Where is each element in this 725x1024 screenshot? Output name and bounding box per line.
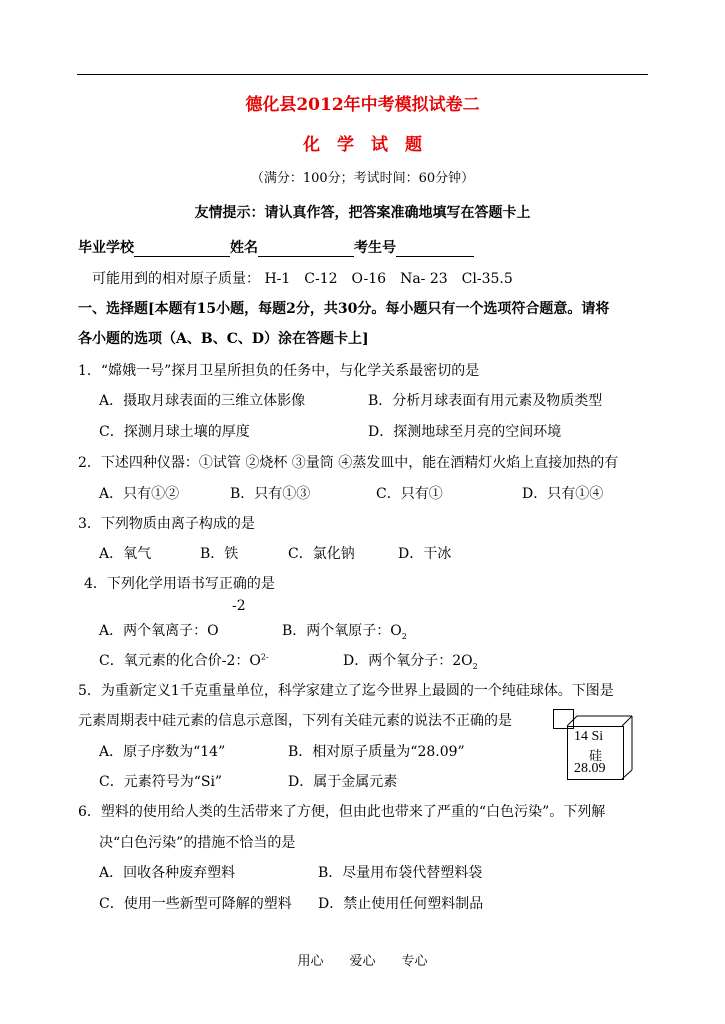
top-rule <box>77 74 648 75</box>
q4-option-b-sub: 2 <box>401 631 407 641</box>
q2-stem: 2．下述四种仪器：①试管 ②烧杯 ③量筒 ④蒸发皿中，能在酒精灯火焰上直接加热的有 <box>78 455 619 471</box>
q4-option-d-sub: 2 <box>472 661 478 671</box>
exam-title: 德化县2012年中考模拟试卷二 <box>245 95 480 115</box>
q5-option-b: B．相对原子质量为“28.09” <box>288 744 465 760</box>
q5-option-c: C．元素符号为“Si” <box>99 774 223 790</box>
q6-option-d: D．禁止使用任何塑料制品 <box>318 896 484 912</box>
q2-option-b: B．只有①③ <box>230 486 311 502</box>
q6-option-a: A．回收各种废弃塑料 <box>99 865 236 881</box>
q4-option-d-text: D．两个氧分子：2O <box>343 653 473 669</box>
exam-info: （满分：100分；考试时间：60分钟） <box>250 171 475 186</box>
q3-option-a: A．氧气 <box>99 546 152 562</box>
student-fields <box>78 237 474 257</box>
si-symbol: Si <box>591 729 604 744</box>
q4-option-d <box>343 650 478 671</box>
q3-option-d: D．干冰 <box>398 546 452 562</box>
si-name: 硅 <box>588 748 602 763</box>
school-label: 毕业学校 <box>78 240 134 256</box>
q1-option-d: D．探测地球至月亮的空间环境 <box>368 424 562 440</box>
q5-stem-line2: 元素周期表中硅元素的信息示意图，下列有关硅元素的说法不正确的是 <box>78 713 512 729</box>
name-label: 姓名 <box>230 240 258 256</box>
q6-option-b: B．尽量用布袋代替塑料袋 <box>318 865 483 881</box>
q3-option-c: C．氯化钠 <box>288 546 355 562</box>
name-blank[interactable] <box>258 242 354 257</box>
q5-stem-line1: 5．为重新定义1千克重量单位，科学家建立了迄今世界上最圆的一个纯硅球体。下图是 <box>78 683 614 699</box>
q2-option-a: A．只有①② <box>99 486 180 502</box>
subject-title: 化 学 试 题 <box>303 135 422 155</box>
q2-option-d: D．只有①④ <box>522 486 604 502</box>
si-mass: 28.09 <box>574 761 606 776</box>
section1-line2: 各小题的选项（A、B、C、D）涂在答题卡上] <box>78 331 369 347</box>
q1-stem: 1．“嫦娥一号”探月卫星所担负的任务中，与化学关系最密切的是 <box>78 363 480 379</box>
q4-stem: 4．下列化学用语书写正确的是 <box>84 576 275 592</box>
q6-stem-line1: 6．塑料的使用给人类的生活带来了方便，但由此也带来了严重的“白色污染”。下列解 <box>78 804 606 820</box>
section1-line1: 一、选择题[本题有15小题，每题2分，共30分。每小题只有一个选项符合题意。请将 <box>78 301 610 317</box>
q4-option-b <box>282 620 407 641</box>
q4-valence-mark: -2 <box>232 598 246 614</box>
q5-option-a: A．原子序数为“14” <box>99 744 226 760</box>
q3-stem: 3．下列物质由离子构成的是 <box>78 516 255 532</box>
q4-option-c-text: C．氧元素的化合价-2：O <box>99 653 261 669</box>
id-label: 考生号 <box>354 240 396 256</box>
q1-option-c: C．探测月球土壤的厚度 <box>99 424 250 440</box>
q1-option-b: B．分析月球表面有用元素及物质类型 <box>368 393 603 409</box>
q3-option-b: B．铁 <box>200 546 239 562</box>
q4-option-c <box>99 650 269 670</box>
q4-option-c-sup: 2- <box>260 652 269 662</box>
silicon-element-card <box>567 726 624 780</box>
si-number: 14 <box>574 729 588 744</box>
q2-option-c: C．只有① <box>376 486 443 502</box>
q4-option-a: A．两个氧离子：O <box>99 623 219 639</box>
friendly-tip: 友情提示：请认真作答，把答案准确地填写在答题卡上 <box>194 205 531 221</box>
q4-option-b-text: B．两个氧原子：O <box>282 623 402 639</box>
id-blank[interactable] <box>396 242 474 257</box>
school-blank[interactable] <box>134 242 230 257</box>
q6-option-c: C．使用一些新型可降解的塑料 <box>99 896 292 912</box>
si-atomic-number <box>574 729 603 745</box>
q6-stem-line2: 决“白色污染”的措施不恰当的是 <box>99 835 296 851</box>
q1-option-a: A．摄取月球表面的三维立体影像 <box>99 393 306 409</box>
atomic-mass: 可能用到的相对原子质量： H-1 C-12 O-16 Na- 23 Cl-35.5 <box>92 271 513 287</box>
q5-option-d: D．属于金属元素 <box>288 774 398 790</box>
page-footer: 用心 爱心 专心 <box>297 954 428 969</box>
